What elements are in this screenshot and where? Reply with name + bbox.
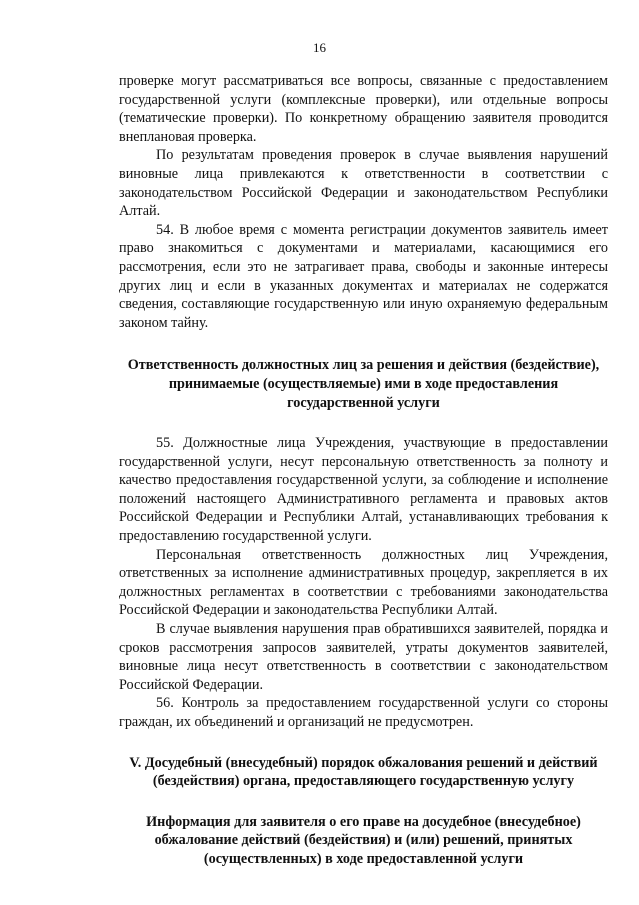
section-heading-appeal-info: Информация для заявителя о его праве на досудебное (внесудебное) обжалование действий (бездействия) и (или) решений, принятых (осуществленных) в ходе предоставленной услуги: [146, 813, 581, 867]
spacer: [119, 412, 608, 434]
paragraph-56: 56. Контроль за предоставлением государственной услуги со стороны граждан, их объединений и организаций не предусмотрен.: [119, 695, 608, 730]
page-number: 16: [313, 40, 326, 55]
section-heading-responsibility: Ответственность должностных лиц за решения и действия (бездействие), принимаемые (осуществляемые) ими в ходе предоставления государственной услуги: [127, 357, 600, 411]
paragraph-54: 54. В любое время с момента регистрации документов заявитель имеет право знакомиться с документами и материалами, касающимися его рассмотрения, если это не затрагивает права, свободы и законные интересы других лиц и если в указанных документах и материалах не содержатся сведения, составляющие государственную или иную охраняемую федеральным законом тайну.: [119, 221, 608, 331]
paragraph-personal-responsibility: Персональная ответственность должностных лиц Учреждения, ответственных за исполнение административных процедур, закрепляется в их должностных регламентах в соответствии с требованиями законодательства Российской Федерации и законодательства Республики Алтай.: [119, 546, 608, 619]
spacer: [119, 732, 608, 754]
paragraph-inspection-scope: проверке могут рассматриваться все вопросы, связанные с предоставлением государственной услуги (комплексные проверки), или отдельные вопросы (тематические проверки). По конкретному обращению заявителя проводится внеплановая проверка.: [119, 73, 608, 145]
paragraph-inspection-results: По результатам проведения проверок в случае выявления нарушений виновные лица привлекаются к ответственности в соответствии с законодательством Российской Федерации и законодательством Республики Алтай.: [119, 147, 608, 220]
paragraph-violations: В случае выявления нарушения прав обратившихся заявителей, порядка и сроков рассмотрения запросов заявителей, утраты документов заявителей, виновные лица несут ответственность в соответствии с законодательством Российской Федерации.: [119, 621, 608, 693]
chapter-heading-v: V. Досудебный (внесудебный) порядок обжалования решений и действий (бездействия) органа, предоставляющего государственную услугу: [129, 754, 598, 790]
spacer: [119, 791, 608, 813]
spacer: [119, 332, 608, 356]
paragraph-55: 55. Должностные лица Учреждения, участвующие в предоставлении государственной услуги, несут персональную ответственность за полноту и качество предоставления государственной услуги, за соблюдение и исполнение положений настоящего Административного регламента и правовых актов Российской Федерации и Республики Алтай, устанавливающих требования к предоставлению государственной услуги.: [119, 435, 608, 545]
document-body: [119, 72, 608, 869]
